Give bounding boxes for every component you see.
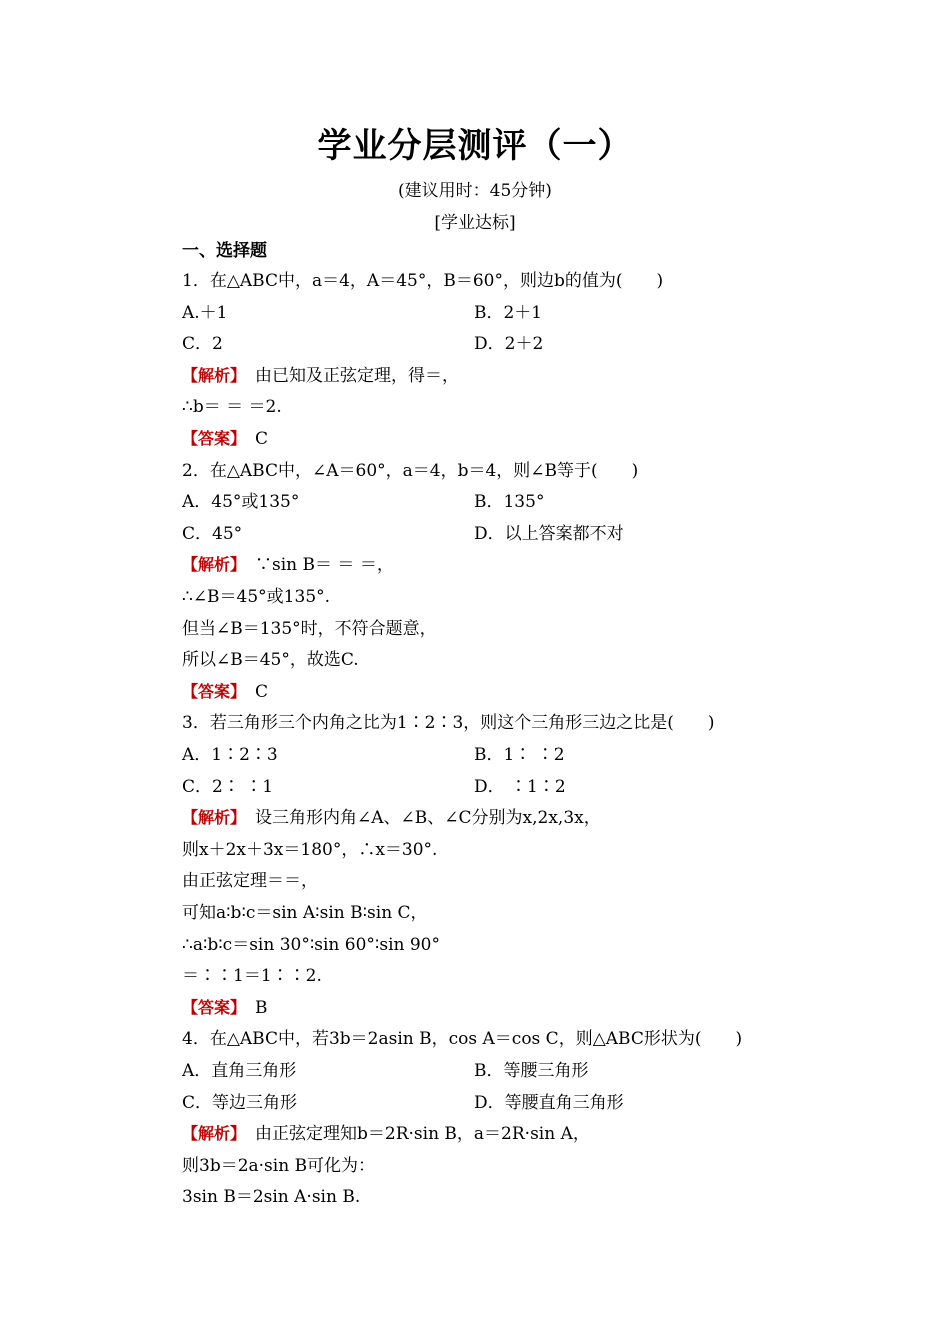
analysis-tag: 【解析】 xyxy=(182,1124,239,1144)
option-right: D． ∶1∶2 xyxy=(474,776,566,797)
text-line: 则x＋2x＋3x＝180°，∴x＝30°. xyxy=(182,839,438,860)
line-text: C xyxy=(238,681,269,702)
answer-tag: 【答案】 xyxy=(182,429,239,448)
option-right: B．135° xyxy=(474,492,545,513)
option-row xyxy=(182,523,624,545)
text-line: 所以∠B＝45°，故选C. xyxy=(182,650,359,671)
option-left: A．45°或135° xyxy=(182,492,300,513)
level-label: [学业达标] xyxy=(434,213,516,233)
option-left: A．1∶2∶3 xyxy=(182,745,278,765)
text-line: 由正弦定理＝＝， xyxy=(182,871,318,892)
analysis-tag: 【解析】 xyxy=(182,808,239,828)
option-right: B．1∶ ∶2 xyxy=(474,745,565,765)
text-line: 2．在△ABC中，∠A＝60°，a＝4，b＝4，则∠B等于( ) xyxy=(182,460,639,481)
text-line: ∴b＝ ＝ ＝2. xyxy=(182,397,282,418)
text-line: ∴a∶b∶c＝sin 30°∶sin 60°∶sin 90° xyxy=(182,934,440,955)
analysis-tag: 【解析】 xyxy=(182,555,239,575)
page-title: 学业分层测评（一） xyxy=(317,126,633,166)
time-note: (建议用时：45分钟) xyxy=(398,181,552,201)
analysis-line xyxy=(182,807,601,829)
text-line: 3．若三角形三个内角之比为1∶2∶3，则这个三角形三边之比是( ) xyxy=(182,713,715,734)
option-row xyxy=(182,1060,589,1082)
section-heading: 一、选择题 xyxy=(182,241,267,261)
analysis-line xyxy=(182,554,394,576)
text-line: 1．在△ABC中，a＝4，A＝45°，B＝60°，则边b的值为( ) xyxy=(182,271,664,291)
option-left: A.＋1 xyxy=(182,302,228,323)
text-line: 则3b＝2a·sin B可化为： xyxy=(182,1155,376,1176)
analysis-line xyxy=(182,365,459,387)
option-row xyxy=(182,491,545,513)
option-row xyxy=(182,1092,624,1114)
option-row xyxy=(182,776,566,798)
option-left: C．2 xyxy=(182,334,223,355)
option-left: C．45° xyxy=(182,523,243,544)
option-left: A．直角三角形 xyxy=(182,1061,297,1081)
option-row xyxy=(182,744,565,766)
analysis-line xyxy=(182,1123,590,1145)
text-line: 可知a∶b∶c＝sin A∶sin B∶sin C， xyxy=(182,903,428,923)
option-row xyxy=(182,333,544,355)
text-line: 但当∠B＝135°时，不符合题意， xyxy=(182,618,437,639)
option-right: B．2＋1 xyxy=(474,302,543,323)
line-text: 由已知及正弦定理，得＝， xyxy=(238,365,460,386)
option-right: D．以上答案都不对 xyxy=(474,523,624,544)
text-line: ∴∠B＝45°或135°. xyxy=(182,587,331,607)
analysis-tag: 【解析】 xyxy=(182,365,239,385)
option-right: D．等腰直角三角形 xyxy=(474,1092,624,1113)
option-left: C．2∶ ∶1 xyxy=(182,776,274,797)
text-line: 3sin B＝2sin A·sin B. xyxy=(182,1187,361,1208)
text-line: ＝∶∶1＝1∶∶2. xyxy=(182,966,322,987)
line-text: C xyxy=(238,429,269,449)
answer-tag: 【答案】 xyxy=(182,681,239,701)
answer-line xyxy=(182,681,268,703)
text-line: 4．在△ABC中，若3b＝2asin B，cos A＝cos C，则△ABC形状为( ) xyxy=(182,1029,743,1050)
answer-tag: 【答案】 xyxy=(182,997,239,1017)
line-text: 由正弦定理知b＝2R·sin B，a＝2R·sin A， xyxy=(238,1124,590,1145)
line-text: ∵sin B＝ ＝ ＝， xyxy=(238,555,394,576)
line-text: 设三角形内角∠A、∠B、∠C分别为x,2x,3x， xyxy=(238,808,601,829)
answer-line xyxy=(182,428,268,450)
answer-line xyxy=(182,997,268,1019)
option-row xyxy=(182,302,543,324)
line-text: B xyxy=(238,997,268,1018)
option-right: B．等腰三角形 xyxy=(474,1061,589,1081)
option-right: D．2＋2 xyxy=(474,334,544,355)
option-left: C．等边三角形 xyxy=(182,1092,298,1113)
